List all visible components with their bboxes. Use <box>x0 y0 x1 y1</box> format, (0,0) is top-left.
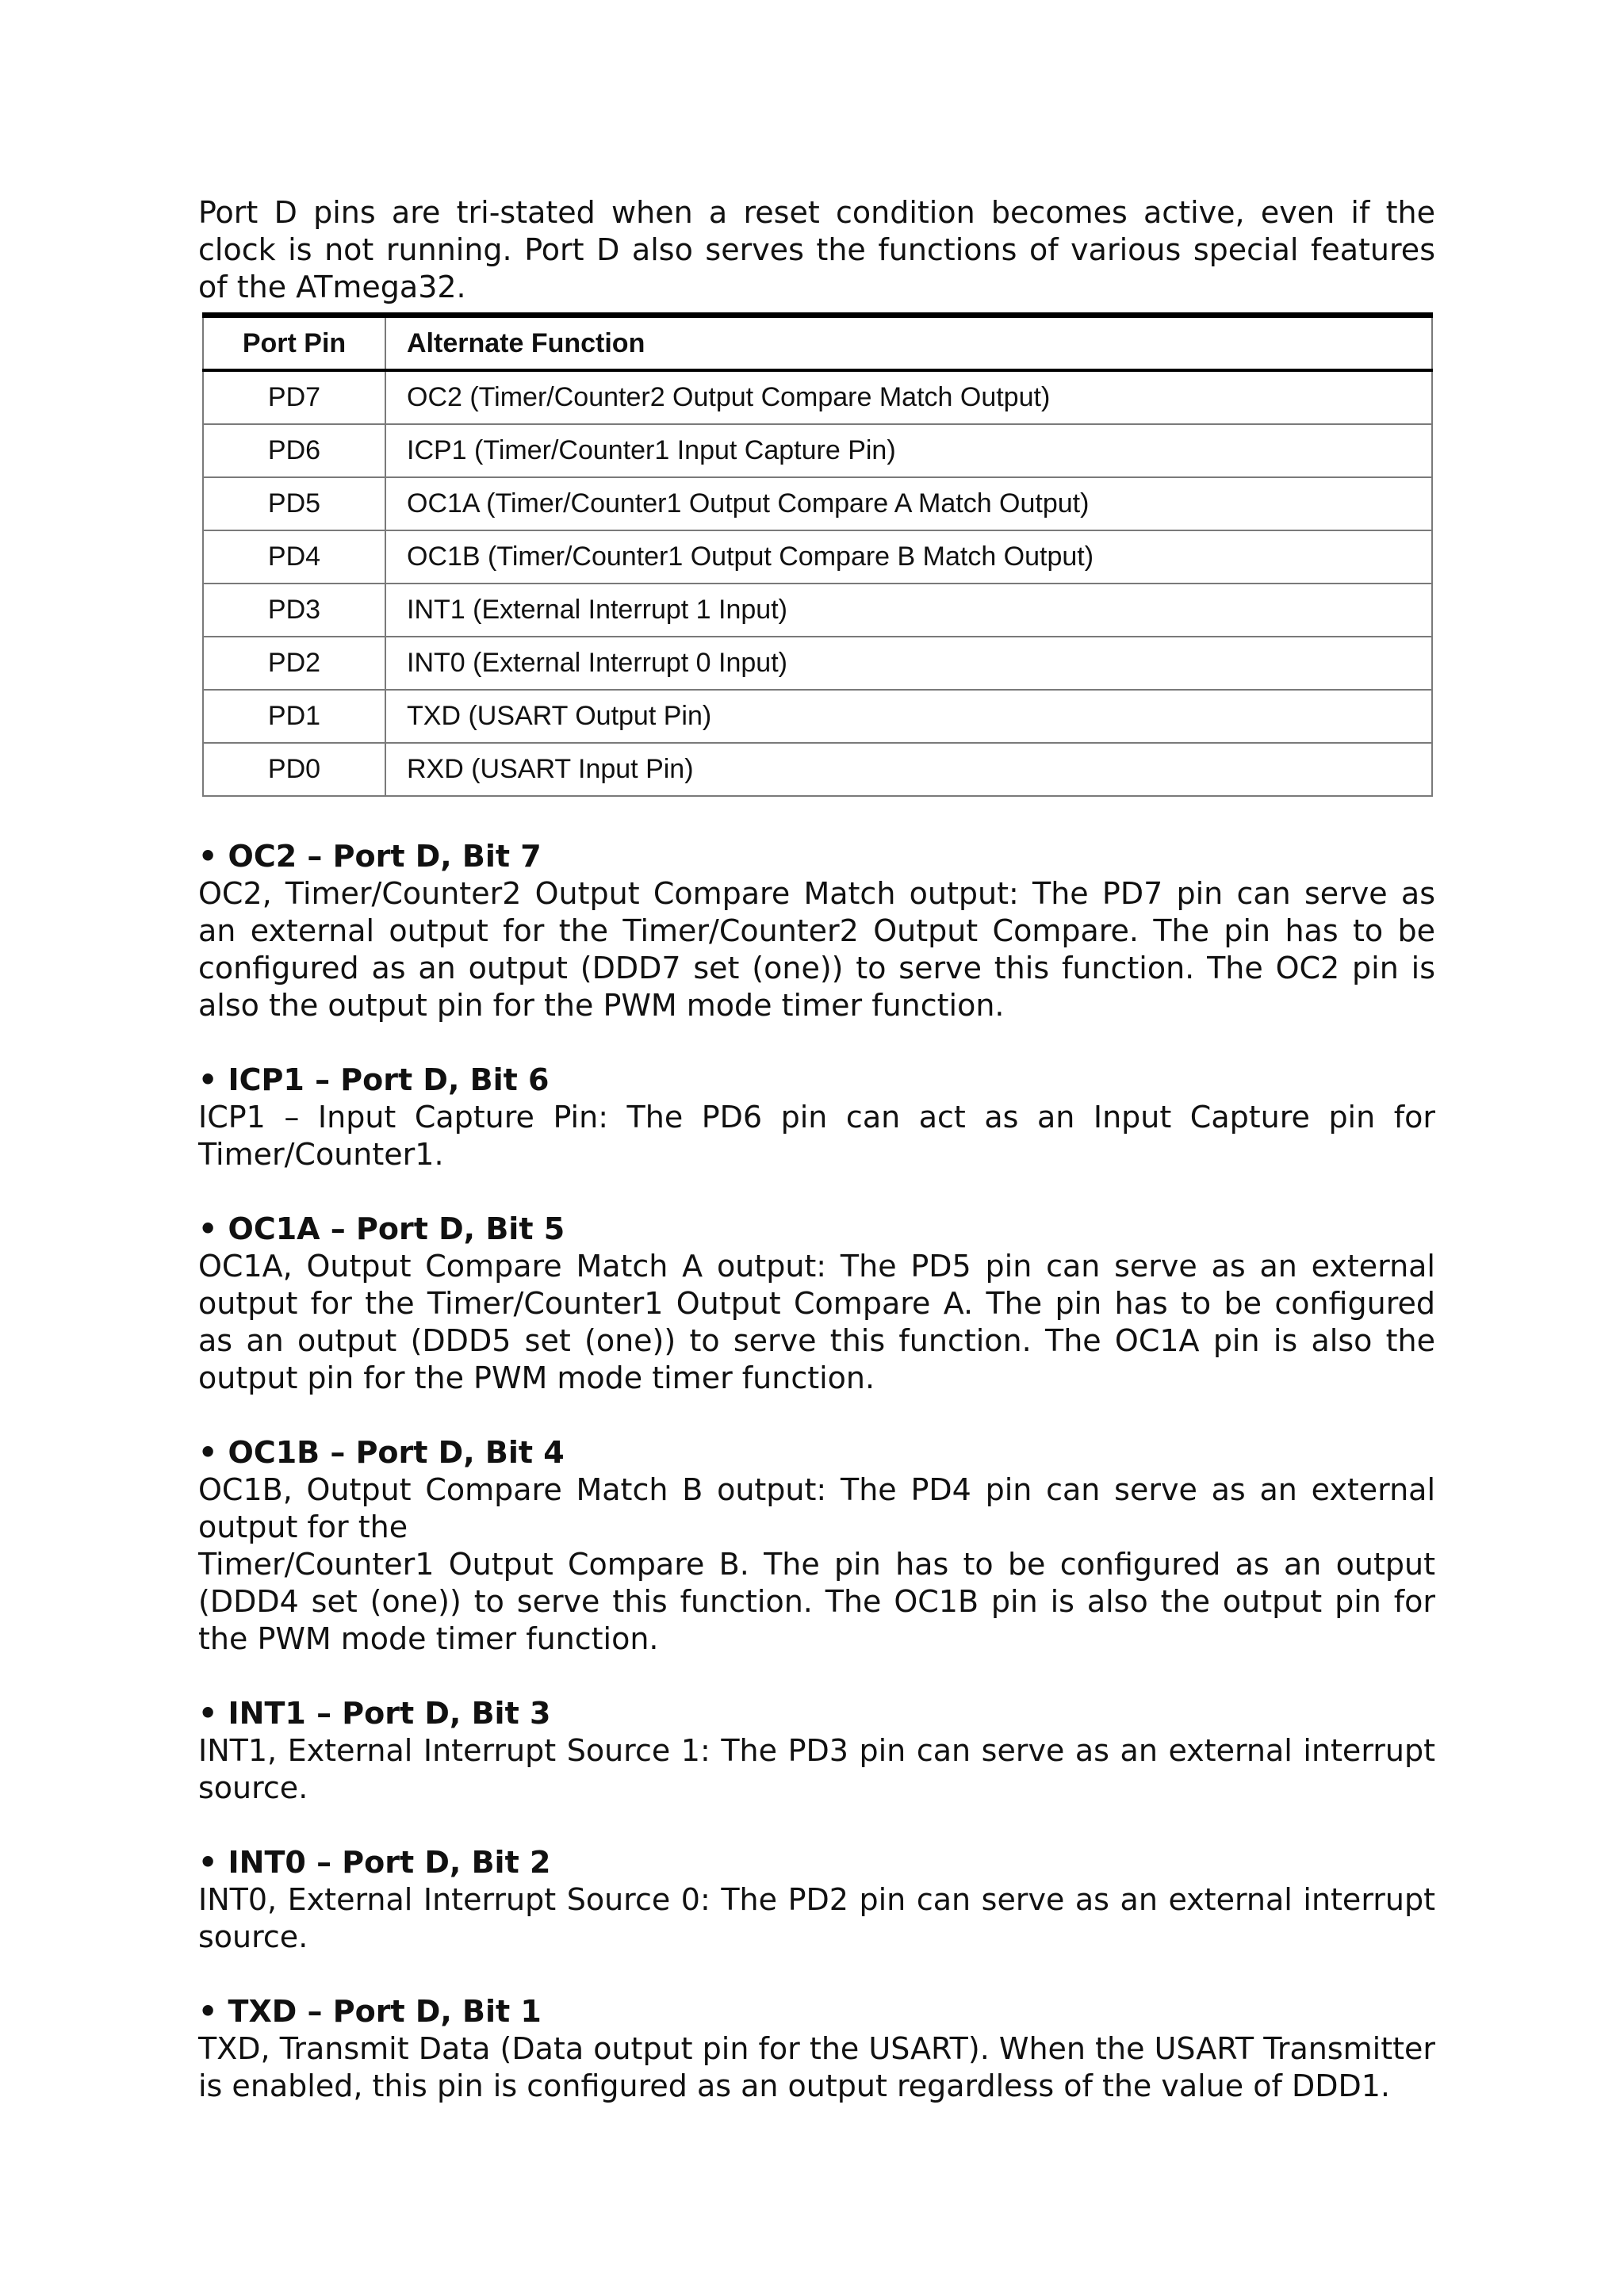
section-heading-text: OC1B – Port D, Bit 4 <box>228 1435 565 1470</box>
header-alternate-function: Alternate Function <box>385 316 1432 371</box>
table-row <box>203 424 1432 477</box>
function-cell: TXD (USART Output Pin) <box>385 690 1432 743</box>
intro-paragraph: Port D pins are tri-stated when a reset condition becomes active, even if the clock is not running. Port D also serves the functions of various special features of the ATmega32. <box>198 195 1435 304</box>
function-cell: ICP1 (Timer/Counter1 Input Capture Pin) <box>385 424 1432 477</box>
section-heading <box>198 1211 1435 1248</box>
table-row <box>203 530 1432 584</box>
pin-cell: PD6 <box>203 424 385 477</box>
section-body-line1: OC1B, Output Compare Match B output: The PD4 pin can serve as an external output for the <box>198 1472 1435 1544</box>
section-oc1b <box>198 1434 1435 1658</box>
table-row <box>203 690 1432 743</box>
alternate-function-table-wrapper <box>202 312 1433 797</box>
pin-cell: PD1 <box>203 690 385 743</box>
section-body: INT0, External Interrupt Source 0: The PD2 pin can serve as an external interrupt source. <box>198 1882 1435 1954</box>
section-heading <box>198 1844 1435 1881</box>
function-cell: OC1B (Timer/Counter1 Output Compare B Match Output) <box>385 530 1432 584</box>
section-txd <box>198 1993 1435 2105</box>
document-page <box>198 194 1435 2142</box>
bullet-icon: • <box>198 1845 218 1880</box>
section-body: OC2, Timer/Counter2 Output Compare Match output: The PD7 pin can serve as an external output for the Timer/Counter2 Output Compare. The pin has to be configured as an output (DDD7 set (one)) to serve this function. The OC2 pin is also the output pin for the PWM mode timer function. <box>198 876 1435 1023</box>
section-body: INT1, External Interrupt Source 1: The PD3 pin can serve as an external interrupt source. <box>198 1733 1435 1805</box>
table-row <box>203 584 1432 637</box>
section-heading-text: TXD – Port D, Bit 1 <box>228 1994 542 2029</box>
pin-cell: PD7 <box>203 370 385 424</box>
section-body: OC1A, Output Compare Match A output: The PD5 pin can serve as an external output for the Timer/Counter1 Output Compare A. The pin has to be configured as an output (DDD5 set (one)) to serve this function. The OC1A pin is also the output pin for the PWM mode timer function. <box>198 1249 1435 1395</box>
bullet-icon: • <box>198 1435 218 1470</box>
bullet-icon: • <box>198 1994 218 2029</box>
table-row <box>203 743 1432 796</box>
alternate-function-table <box>202 312 1433 797</box>
section-body: TXD, Transmit Data (Data output pin for the USART). When the USART Transmitter is enabled, this pin is configured as an output regardless of the value of DDD1. <box>198 2031 1435 2103</box>
section-heading-text: OC2 – Port D, Bit 7 <box>228 839 542 874</box>
section-int1 <box>198 1695 1435 1807</box>
function-cell: INT0 (External Interrupt 0 Input) <box>385 637 1432 690</box>
section-int0 <box>198 1844 1435 1956</box>
pin-cell: PD2 <box>203 637 385 690</box>
pin-cell: PD0 <box>203 743 385 796</box>
function-cell: INT1 (External Interrupt 1 Input) <box>385 584 1432 637</box>
pin-cell: PD3 <box>203 584 385 637</box>
table-row <box>203 637 1432 690</box>
bullet-icon: • <box>198 839 218 874</box>
table-row <box>203 477 1432 530</box>
pin-cell: PD5 <box>203 477 385 530</box>
section-heading-text: INT1 – Port D, Bit 3 <box>228 1696 551 1731</box>
section-heading <box>198 1695 1435 1732</box>
section-icp1 <box>198 1062 1435 1173</box>
section-body: ICP1 – Input Capture Pin: The PD6 pin can act as an Input Capture pin for Timer/Counter1. <box>198 1100 1435 1172</box>
section-heading <box>198 838 1435 875</box>
section-heading-text: INT0 – Port D, Bit 2 <box>228 1845 551 1880</box>
pin-cell: PD4 <box>203 530 385 584</box>
section-heading-text: OC1A – Port D, Bit 5 <box>228 1211 565 1246</box>
section-oc2 <box>198 838 1435 1024</box>
section-heading <box>198 1434 1435 1471</box>
bullet-icon: • <box>198 1696 218 1731</box>
section-body-line2: Timer/Counter1 Output Compare B. The pin has to be configured as an output (DDD4 set (one)) to serve this function. The OC1B pin is also the output pin for the PWM mode timer function. <box>198 1547 1435 1656</box>
pin-descriptions <box>198 838 1435 2105</box>
table-header-row <box>203 316 1432 371</box>
section-heading <box>198 1993 1435 2030</box>
header-port-pin: Port Pin <box>203 316 385 371</box>
bullet-icon: • <box>198 1062 218 1097</box>
function-cell: OC2 (Timer/Counter2 Output Compare Match Output) <box>385 370 1432 424</box>
table-row <box>203 370 1432 424</box>
bullet-icon: • <box>198 1211 218 1246</box>
function-cell: OC1A (Timer/Counter1 Output Compare A Match Output) <box>385 477 1432 530</box>
section-heading-text: ICP1 – Port D, Bit 6 <box>228 1062 550 1097</box>
section-oc1a <box>198 1211 1435 1397</box>
function-cell: RXD (USART Input Pin) <box>385 743 1432 796</box>
section-heading <box>198 1062 1435 1099</box>
